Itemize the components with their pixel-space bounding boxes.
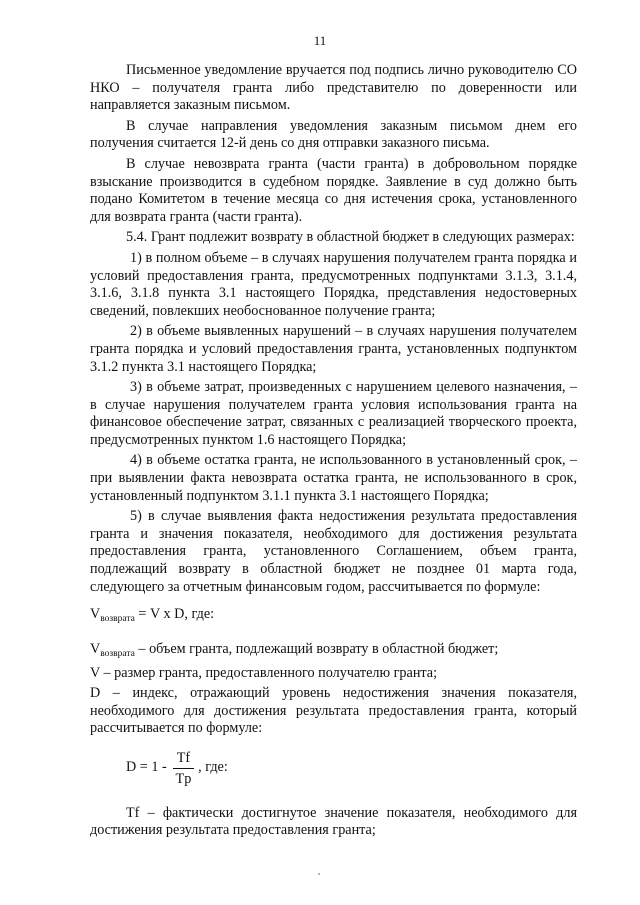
list-item-1: 1) в полном объеме – в случаях нарушения получателем гранта порядка и условий предоставления гранта, предусмотренных подпунктами 3.1.3, 3.1.4, 3.1.6, 3.1.8 пункта 3.1 настоящего Порядка, представления недостоверных сведений, повлекших необоснованное получение гранта; <box>90 249 577 319</box>
definition-vvozvrata-text: – объем гранта, подлежащий возврату в областной бюджет; <box>134 640 499 657</box>
list-item-5: 5) в случае выявления факта недостижения результата предоставления гранта и значения показателя, необходимого для достижения результата предоставления гранта, установленного Соглашением, объем гранта, подлежащий возврату в областной бюджет не позднее 01 марта года, следующего за отчетным финансовым годом, рассчитывается по формуле: <box>90 508 577 595</box>
definition-d: D – индекс, отражающий уровень недостижения значения показателя, необходимого для достижения результата предоставления гранта, который рассчитывается по формуле: <box>90 685 577 737</box>
fraction <box>173 750 194 787</box>
paragraph-court-recovery: В случае невозврата гранта (части гранта) в добровольном порядке взыскание производится в судебном порядке. Заявление в суд должно быть подано Комитетом в течение месяца со дня истечения срока, установленного для возврата гранта (части гранта). <box>90 155 577 225</box>
list-item-2: 2) в объеме выявленных нарушений – в случаях нарушения получателем гранта порядка и условий предоставления гранта, установленных подпунктом 3.1.2 пункта 3.1 настоящего Порядка; <box>90 323 577 375</box>
scan-dot <box>318 873 320 875</box>
definition-vvozvrata <box>90 641 577 664</box>
formula-d <box>126 750 577 787</box>
list-item-3: 3) в объеме затрат, произведенных с нарушением целевого назначения, – в случае нарушения получателем гранта условия использования гранта на финансовое обеспечение затрат, связанных с реализацией творческого проекта, предусмотренных пунктом 1.6 настоящего Порядка; <box>90 379 577 448</box>
formula-lhs-base: V <box>90 606 101 623</box>
paragraph-tf-definition: Tf – фактически достигнутое значение показателя, необходимого для достижения результата предоставления гранта; <box>90 804 577 839</box>
formula-lhs-sub: возврата <box>100 614 135 625</box>
definition-vvozvrata-sub: возврата <box>100 648 135 659</box>
paragraph-clause-5-4: 5.4. Грант подлежит возврату в областной бюджет в следующих размерах: <box>126 229 575 246</box>
list-item-4: 4) в объеме остатка гранта, не использованного в установленный срок, – при выявлении факта невозврата остатка гранта, не использованного в срок, установленный подпунктом 3.1.1 пункта 3.1 настоящего Порядка; <box>90 452 577 504</box>
fraction-denominator: Tp <box>175 770 192 787</box>
formula-d-lhs: D = 1 - <box>126 759 167 776</box>
formula-vvozvrata <box>90 606 577 629</box>
paragraph-registered-letter: В случае направления уведомления заказным письмом днем его получения считается 12-й день со дня отправки заказного письма. <box>90 117 577 152</box>
fraction-numerator: Tf <box>173 750 194 769</box>
formula-rhs: = V x D, где: <box>134 606 215 623</box>
definition-v: V – размер гранта, предоставленного получателю гранта; <box>90 665 438 682</box>
paragraph-notification: Письменное уведомление вручается под подпись лично руководителю СО НКО – получателя гранта либо представителю по доверенности или направляется заказным письмом. <box>90 62 577 114</box>
document-body <box>90 62 577 843</box>
definition-vvozvrata-base: V <box>90 640 101 657</box>
formula-d-suffix: , где: <box>198 759 228 776</box>
page-number: 11 <box>313 33 327 48</box>
